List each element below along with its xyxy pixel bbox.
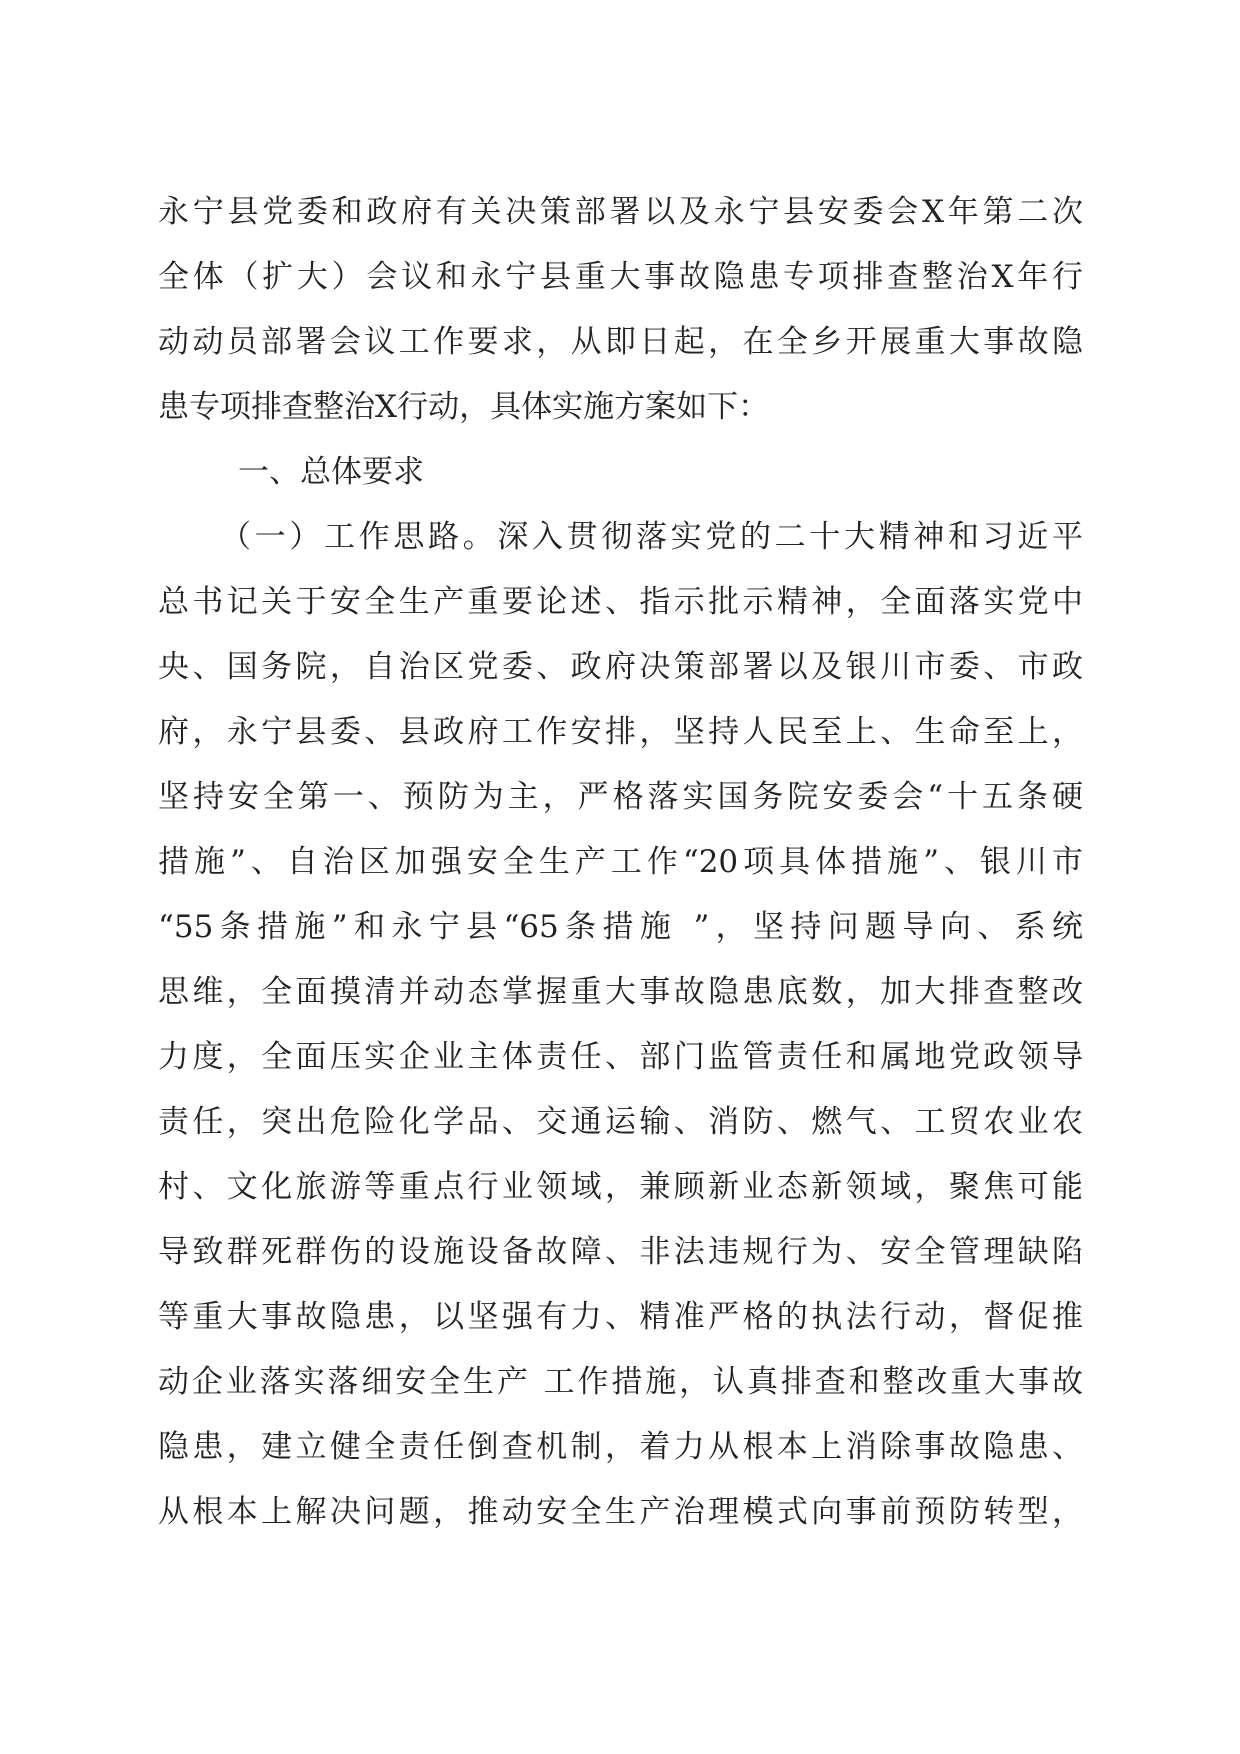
paragraph-line: 动动员部署会议工作要求，从即日起，在全乡开展重大事故隐 xyxy=(158,324,1083,360)
section-heading: 一、总体要求 xyxy=(238,454,424,490)
paragraph-line: 总书记关于安全生产重要论述、指示批示精神，全面落实党中 xyxy=(158,584,1083,620)
paragraph-line: 府，永宁县委、县政府工作安排，坚持人民至上、生命至上， xyxy=(158,714,1083,750)
paragraph-line: 永宁县党委和政府有关决策部署以及永宁县安委会X年第二次 xyxy=(158,194,1083,230)
paragraph-line: 措施”、自治区加强安全生产工作“20项具体措施”、银川市 xyxy=(158,844,1083,880)
paragraph-line: 从根本上解决问题，推动安全生产治理模式向事前预防转型， xyxy=(158,1494,1083,1530)
paragraph-line: 导致群死群伤的设施设备故障、非法违规行为、安全管理缺陷 xyxy=(158,1234,1083,1270)
paragraph-line: 隐患，建立健全责任倒查机制，着力从根本上消除事故隐患、 xyxy=(158,1429,1083,1465)
paragraph-line: 动企业落实落细安全生产 工作措施，认真排查和整改重大事故 xyxy=(158,1364,1083,1400)
paragraph-line: 坚持安全第一、预防为主，严格落实国务院安委会“十五条硬 xyxy=(158,779,1083,815)
paragraph-line: 患专项排查整治X行动，具体实施方案如下： xyxy=(158,389,770,425)
paragraph-line: 全体（扩大）会议和永宁县重大事故隐患专项排查整治X年行 xyxy=(158,259,1083,295)
document-body xyxy=(158,180,1083,1545)
paragraph-line: 思维，全面摸清并动态掌握重大事故隐患底数，加大排查整改 xyxy=(158,974,1083,1010)
paragraph-line: 力度，全面压实企业主体责任、部门监管责任和属地党政领导 xyxy=(158,1039,1083,1075)
paragraph-line: 村、文化旅游等重点行业领域，兼顾新业态新领域，聚焦可能 xyxy=(158,1169,1083,1205)
paragraph-line: “55条措施”和永宁县“65条措施 ”，坚持问题导向、系统 xyxy=(158,909,1083,945)
paragraph-line: 央、国务院，自治区党委、政府决策部署以及银川市委、市政 xyxy=(158,649,1083,685)
paragraph-line: 责任，突出危险化学品、交通运输、消防、燃气、工贸农业农 xyxy=(158,1104,1083,1140)
paragraph-line: （一）工作思路。深入贯彻落实党的二十大精神和习近平 xyxy=(220,519,1083,555)
paragraph-line: 等重大事故隐患，以坚强有力、精准严格的执法行动，督促推 xyxy=(158,1299,1083,1335)
